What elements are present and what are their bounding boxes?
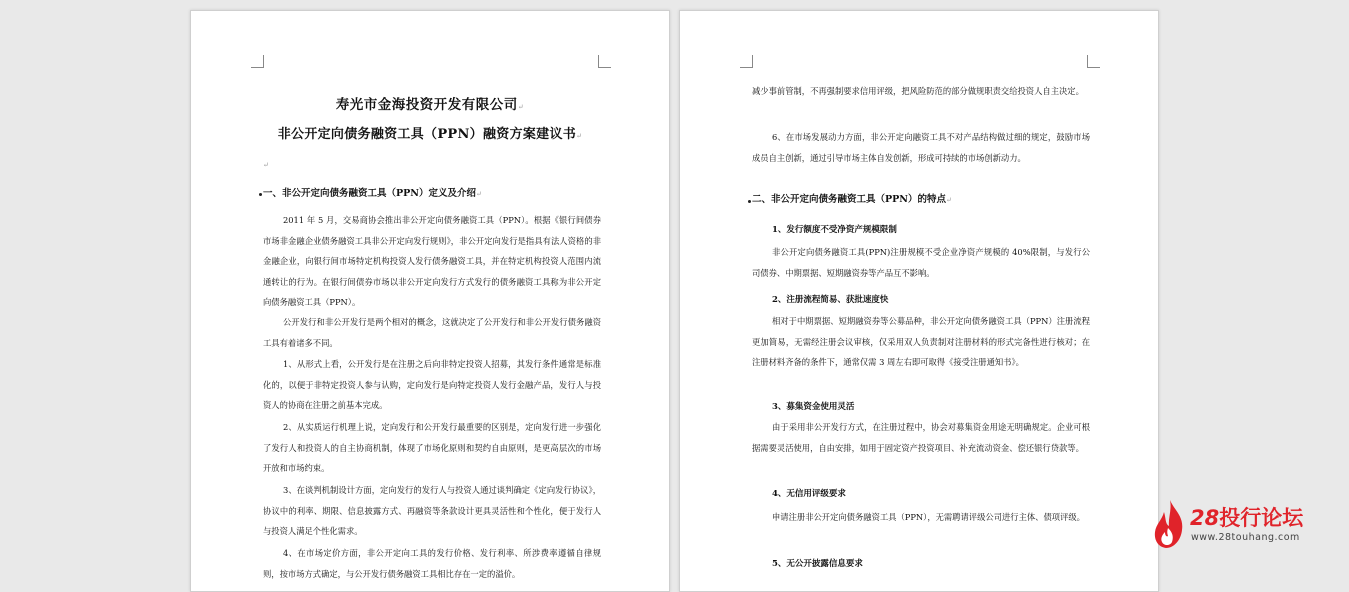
bullet-dot [259, 193, 262, 196]
site-logo [1150, 494, 1349, 554]
document-title: 非公开定向债务融资工具（PPN）融资方案建议书↵ [277, 127, 583, 142]
paragraph: 6、在市场发展动力方面，非公开定向融资工具不对产品结构做过细的规定，鼓励市场成员自主创新，通过引导市场主体自发创新，形成可持续的市场创新动力。 [752, 132, 1090, 163]
feature-heading: 2、注册流程简易、获批速度快 [772, 295, 889, 305]
company-title: 寿光市金海投资开发有限公司↵ [335, 97, 525, 113]
logo-url: www.28touhang.com [1191, 532, 1300, 543]
section1-heading: 一、非公开定向债务融资工具（PPN）定义及介绍↵ [263, 188, 482, 199]
margin-corner-top-left [251, 55, 264, 68]
flame-logo-icon [1152, 498, 1188, 550]
paragraph: 2011 年 5 月，交易商协会推出非公开定向债务融资工具（PPN）。根据《银行间债券市场非金融企业债务融资工具非公开定向发行规则》，非公开定向发行是指具有法人资格的非金融企业，向银行间市场特定机构投资人发行债务融资工具，并在特定机构投资人范围内流通转让的行为。在银行间债券市场以非公开定向发行方式发行的债务融资工具称为非公开定向债务融资工具（PPN）。 [263, 215, 601, 307]
feature-heading: 3、募集资金使用灵活 [772, 402, 855, 412]
empty-paragraph-mark: ↵ [263, 161, 269, 169]
bullet-dot [748, 200, 751, 203]
feature-text: 由于采用非公开发行方式，在注册过程中，协会对募集资金用途无明确规定。企业可根据需要灵活使用，自由安排，如用于固定资产投资项目、补充流动资金、偿还银行贷款等。 [752, 422, 1090, 453]
feature-heading: 1、发行额度不受净资产规模限制 [772, 225, 897, 235]
document-page-2 [679, 10, 1159, 592]
feature-heading: 5、无公开披露信息要求 [772, 559, 863, 569]
feature-text: 申请注册非公开定向债务融资工具（PPN），无需聘请评级公司进行主体、债项评级。 [772, 512, 1085, 522]
paragraph: 3、在谈判机制设计方面，定向发行的发行人与投资人通过谈判确定《定向发行协议》，协议中的利率、期限、信息披露方式、再融资等条款设计更具灵活性和个性化，便于发行人与投资人满足个性化需求。 [263, 485, 601, 536]
margin-corner-top-right [598, 55, 611, 68]
paragraph: 4、在市场定价方面，非公开定向工具的发行价格、发行利率、所涉费率遵循自律规则，按市场方式确定，与公开发行债务融资工具相比存在一定的溢价。 [263, 548, 601, 579]
paragraph: 公开发行和非公开发行是两个相对的概念，这就决定了公开发行和非公开发行债务融资工具有着诸多不同。 [263, 317, 601, 348]
paragraph: 1、从形式上看，公开发行是在注册之后向非特定投资人招募，其发行条件通常是标准化的，以便于非特定投资人参与认购，定向发行是向特定投资人发行金融产品，发行人与投资人的协商在注册之前基本完成。 [263, 359, 601, 410]
paragraph: 2、从实质运行机理上说，定向发行和公开发行最重要的区别是，定向发行进一步强化了发行人和投资人的自主协商机制，体现了市场化原则和契约自由原则，是更高层次的市场开放和市场约束。 [263, 422, 601, 473]
document-page-1 [190, 10, 670, 592]
feature-text: 相对于中期票据、短期融资券等公募品种，非公开定向债务融资工具（PPN）注册流程更加简易，无需经注册会议审核，仅采用双人负责制对注册材料的形式完备性进行核对；在注册材料齐备的条件下，通常仅需 3 周左右即可取得《接受注册通知书》。 [752, 316, 1090, 367]
logo-name: 28投行论坛 [1190, 506, 1304, 530]
paragraph: 减少事前管制，不再强制要求信用评级，把风险防范的部分做规职责交给投资人自主决定。 [752, 86, 1084, 96]
feature-heading: 4、无信用评级要求 [772, 489, 846, 499]
section2-heading: 二、非公开定向债务融资工具（PPN）的特点↵ [752, 194, 952, 205]
margin-corner-top-left [740, 55, 753, 68]
feature-text: 非公开定向债务融资工具(PPN)注册规模不受企业净资产规模的 40%限制，与发行公司债券、中期票据、短期融资券等产品互不影响。 [752, 247, 1090, 278]
margin-corner-top-right [1087, 55, 1100, 68]
